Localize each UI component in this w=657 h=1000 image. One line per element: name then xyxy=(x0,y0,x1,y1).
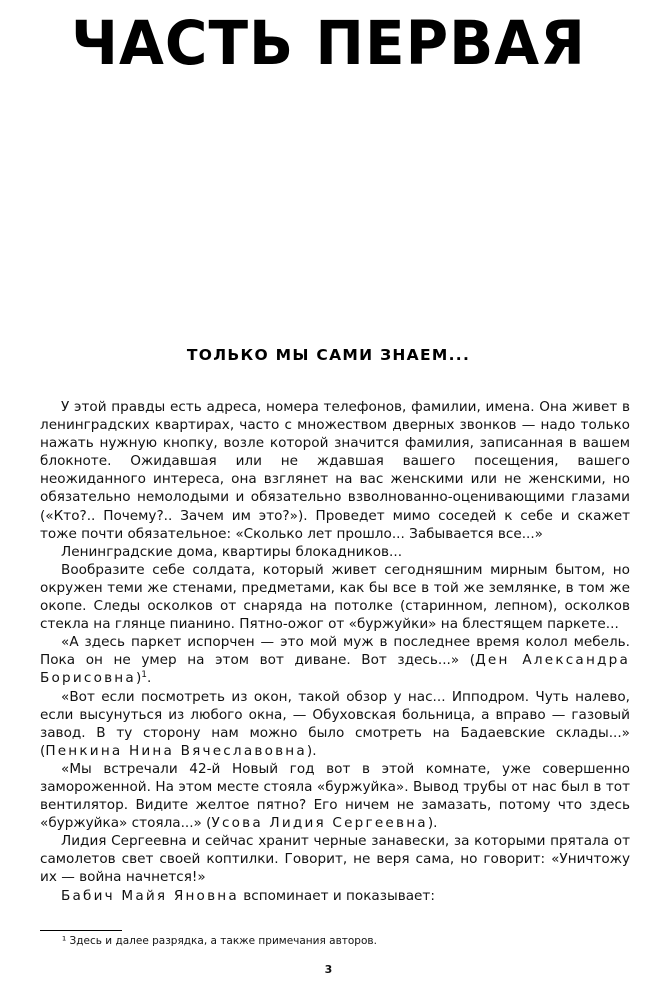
text-run: ) xyxy=(135,670,142,687)
text-run: У этой правды есть адреса, номера телефонов, фамилии, имена. Она живет в ленинградских квартирах, часто с множеством дверных звонков — надо только нажать нужную кнопку, возле которой значится фамилия, записанная в вашем блокноте. Ожидавшая или не ждавшая вашего посещения, вашего неожиданного интереса, она взглянет на вас женскими или не женскими, но обязательно немолодыми и обязательно взволнованно-оценивающими глазами («Кто?.. Почему?.. Зачем им это?»). Проведет мимо соседей к себе и скажет тоже почти обязательное: «Сколько лет прошло... Забывается все...» xyxy=(40,399,630,542)
text-run: . xyxy=(146,670,152,687)
spaced-name: Усова Лидия Сергеевна xyxy=(211,815,428,832)
text-run: «Вот если посмотреть из окон, такой обзор у нас... Ипподром. Чуть налево, если высунуться из любого окна, — Обуховская больница, а вправо — газовый завод. В ту сторону нам можно было смотреть на Бадаевские склады...» ( xyxy=(40,688,630,759)
paragraph xyxy=(40,887,630,905)
spaced-name: Бабич Майя Яновна xyxy=(61,887,239,904)
page-number: 3 xyxy=(324,963,333,976)
paragraph xyxy=(40,633,630,687)
paragraph xyxy=(40,543,630,561)
footnote-rule xyxy=(40,930,122,931)
chapter-title: ТОЛЬКО МЫ САМИ ЗНАЕМ... xyxy=(186,346,471,364)
footnote-marker: 1 xyxy=(141,670,147,681)
paragraph xyxy=(40,688,630,760)
text-run: «Мы встречали 42-й Новый год вот в этой комнате, уже совершенно замороженной. На этом месте стояла «буржуйка». Вывод трубы от нас был в тот вентилятор. Видите желтое пятно? Его ничем не замазать, потому что здесь «буржуйка» стояла...» ( xyxy=(40,760,630,832)
spaced-name: Пенкина Нина Вячеславовна xyxy=(45,742,307,759)
spaced-name: Ден Александра Борисовна xyxy=(40,652,630,687)
body-text xyxy=(40,398,630,905)
text-run: ). xyxy=(427,815,438,832)
text-run: вспоминает и показывает: xyxy=(238,887,435,904)
paragraph xyxy=(40,398,630,543)
text-run: Вообразите себе солдата, который живет сегодняшним мирным бытом, но окружен теми же стенами, предметами, как бы все в той же землянке, в том же окопе. Следы осколков от снаряда на потолке (старинном, лепном), осколков стекла на глянце пианино. Пятно-ожог от «буржуйки» на блестящем паркете... xyxy=(40,561,630,633)
text-run: Ленинградские дома, квартиры блокадников... xyxy=(61,543,403,560)
text-run: Лидия Сергеевна и сейчас хранит черные занавески, за которыми прятала от самолетов свет своей коптилки. Говорит, не веря сама, но говорит: «Уничтожу их — война начнется!» xyxy=(40,833,630,886)
text-run: «А здесь паркет испорчен — это мой муж в последнее время колол мебель. Пока он не умер на этом вот диване. Вот здесь...» ( xyxy=(40,634,630,669)
paragraph xyxy=(40,832,630,886)
text-run: ). xyxy=(306,742,317,759)
paragraph xyxy=(40,760,630,832)
paragraph xyxy=(40,561,630,633)
part-title: ЧАСТЬ ПЕРВАЯ xyxy=(71,7,586,79)
footnote: ¹ Здесь и далее разрядка, а также примечания авторов. xyxy=(62,935,377,947)
